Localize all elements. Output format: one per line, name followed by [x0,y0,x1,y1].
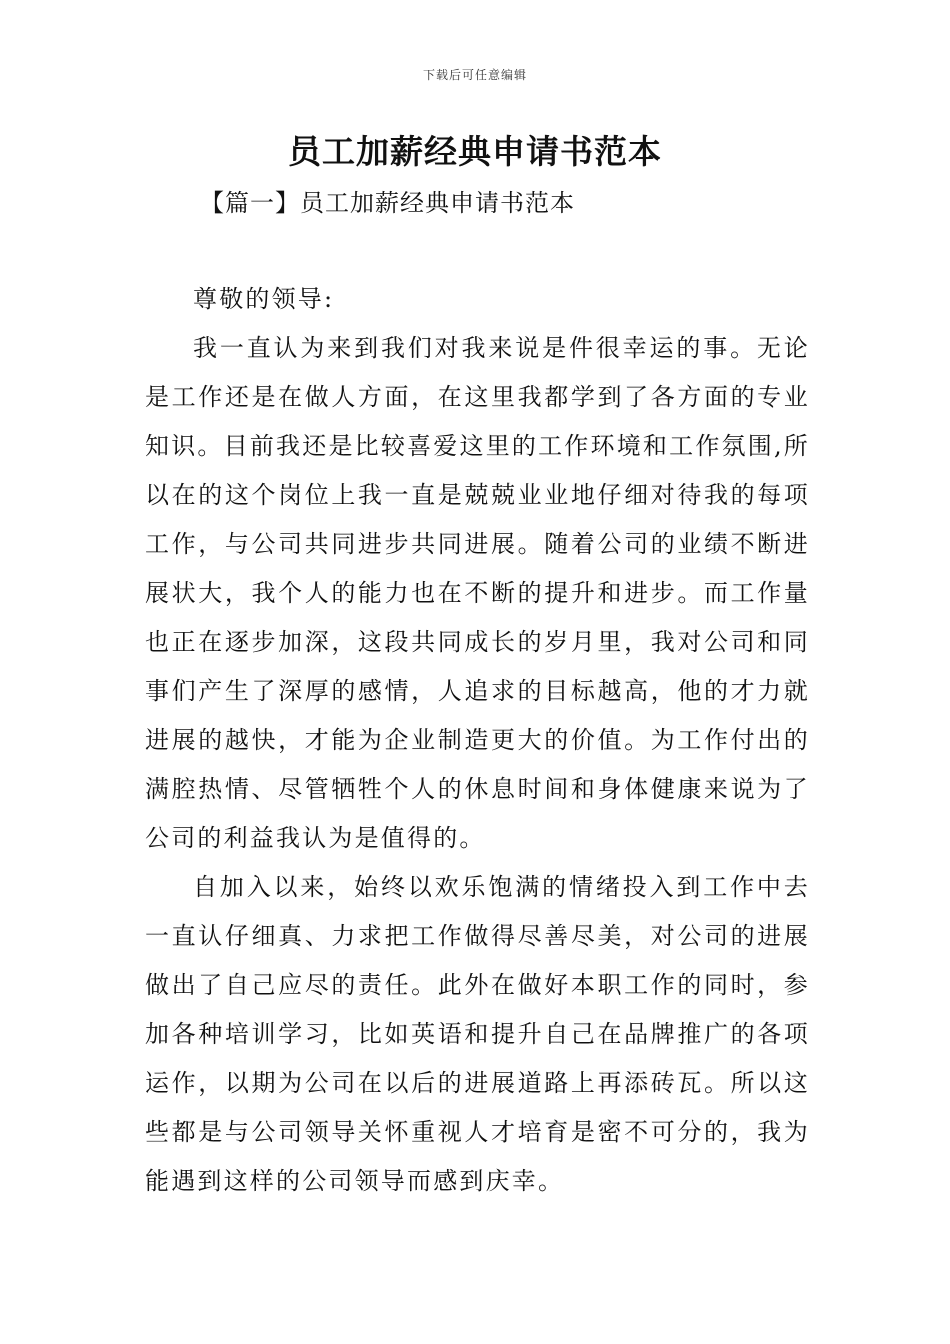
section-heading: 【篇一】员工加薪经典申请书范本 [200,189,575,217]
header-note: 下载后可任意编辑 [422,68,527,82]
paragraph-1: 我一直认为来到我们对我来说是件很幸运的事。无论是工作还是在做人方面，在这里我都学到了各方面的专业知识。目前我还是比较喜爱这里的工作环境和工作氛围,所以在的这个岗位上我一直是兢兢业业地仔细对待我的每项工作，与公司共同进步共同进展。随着公司的业绩不断进展状大，我个人的能力也在不断的提升和进步。而工作量也正在逐步加深，这段共同成长的岁月里，我对公司和同事们产生了深厚的感情，人追求的目标越高，他的才力就进展的越快，才能为企业制造更大的价值。为工作付出的满腔热情、尽管牺牲个人的休息时间和身体健康来说为了公司的利益我认为是值得的。 [145,334,810,852]
salutation: 尊敬的领导: [193,285,335,313]
letter-body [145,275,810,1206]
paragraph-2: 自加入以来，始终以欢乐饱满的情绪投入到工作中去一直认仔细真、力求把工作做得尽善尽美，对公司的进展做出了自己应尽的责任。此外在做好本职工作的同时，参加各种培训学习，比如英语和提升自己在品牌推广的各项运作，以期为公司在以后的进展道路上再添砖瓦。所以这些都是与公司领导关怀重视人才培育是密不可分的，我为能遇到这样的公司领导而感到庆幸。 [145,873,810,1195]
document-title: 员工加薪经典申请书范本 [288,132,662,171]
